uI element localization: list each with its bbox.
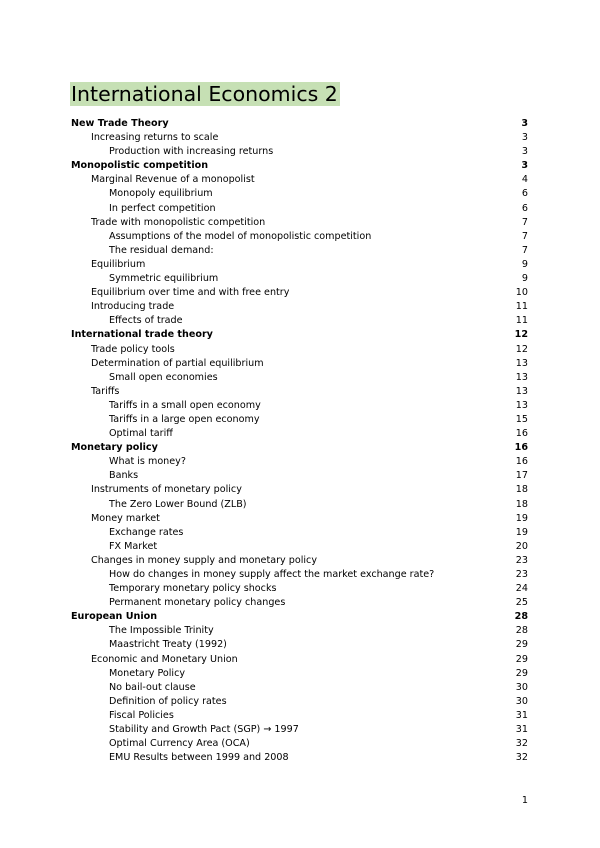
- toc-entry-level-3[interactable]: [71, 681, 528, 695]
- toc-entry-level-3[interactable]: [71, 526, 528, 540]
- toc-entry-title[interactable]: Equilibrium over time and with free entry: [91, 287, 290, 299]
- toc-entry-level-3[interactable]: [71, 737, 528, 751]
- toc-entry-level-3[interactable]: [71, 230, 528, 244]
- toc-entry-level-1[interactable]: [71, 610, 528, 624]
- toc-entry-level-3[interactable]: [71, 638, 528, 652]
- toc-entry-page[interactable]: 28: [515, 625, 528, 637]
- toc-entry-page[interactable]: 29: [515, 667, 528, 679]
- toc-entry-title[interactable]: Banks: [109, 470, 139, 482]
- toc-entry-page[interactable]: 31: [515, 724, 528, 736]
- toc-entry-level-1[interactable]: [71, 159, 528, 173]
- toc-entry-level-2[interactable]: [71, 512, 528, 526]
- toc-entry-level-2[interactable]: [71, 385, 528, 399]
- toc-entry-title[interactable]: Tariffs in a small open economy: [109, 399, 261, 411]
- toc-entry-title[interactable]: Money market: [91, 512, 160, 524]
- toc-entry-page[interactable]: 12: [515, 343, 528, 355]
- toc-entry-title[interactable]: International trade theory: [71, 329, 213, 341]
- toc-entry-title[interactable]: The Impossible Trinity: [109, 625, 214, 637]
- toc-entry-level-2[interactable]: [71, 483, 528, 497]
- toc-entry-page[interactable]: 32: [515, 738, 528, 750]
- toc-entry-page[interactable]: 4: [521, 174, 528, 186]
- toc-entry-title[interactable]: Permanent monetary policy changes: [109, 597, 286, 609]
- toc-entry-page[interactable]: 32: [515, 752, 528, 764]
- toc-entry-level-3[interactable]: [71, 187, 528, 201]
- toc-entry-title[interactable]: Changes in money supply and monetary policy: [91, 554, 318, 566]
- toc-entry-title[interactable]: Marginal Revenue of a monopolist: [91, 174, 255, 186]
- toc-entry-title[interactable]: Optimal tariff: [109, 428, 173, 440]
- toc-entry-page[interactable]: 23: [515, 569, 528, 580]
- toc-entry-level-2[interactable]: [71, 653, 528, 667]
- toc-entry-level-3[interactable]: [71, 427, 528, 441]
- toc-entry-page[interactable]: 19: [515, 526, 528, 538]
- toc-entry-title[interactable]: No bail-out clause: [109, 681, 196, 693]
- toc-entry-level-3[interactable]: [71, 371, 528, 385]
- toc-entry-title[interactable]: Small open economies: [109, 371, 218, 383]
- toc-entry-level-3[interactable]: [71, 455, 528, 469]
- toc-entry-title[interactable]: In perfect competition: [109, 202, 216, 214]
- toc-entry-page[interactable]: 6: [521, 188, 528, 200]
- toc-entry-title[interactable]: EMU Results between 1999 and 2008: [109, 752, 289, 764]
- toc-entry-title[interactable]: Temporary monetary policy shocks: [109, 583, 277, 595]
- toc-entry-page[interactable]: 7: [521, 216, 528, 228]
- toc-entry-level-2[interactable]: [71, 300, 528, 314]
- toc-entry-page[interactable]: 25: [515, 597, 528, 609]
- toc-entry-level-3[interactable]: [71, 667, 528, 681]
- toc-entry-level-1[interactable]: [71, 117, 528, 131]
- toc-entry-level-2[interactable]: [71, 258, 528, 272]
- toc-entry-level-3[interactable]: [71, 709, 528, 723]
- toc-entry-page[interactable]: 9: [521, 273, 528, 285]
- toc-entry-page[interactable]: 13: [515, 357, 528, 369]
- toc-entry-level-2[interactable]: [71, 173, 528, 187]
- toc-entry-page[interactable]: 6: [521, 202, 528, 214]
- toc-entry-page[interactable]: 13: [515, 399, 528, 411]
- toc-entry-level-3[interactable]: [71, 272, 528, 286]
- toc-entry-title[interactable]: Tariffs in a large open economy: [109, 413, 260, 425]
- toc-entry-title[interactable]: Trade policy tools: [91, 343, 175, 355]
- toc-entry-title[interactable]: The residual demand:: [109, 244, 214, 256]
- toc-entry-title[interactable]: Tariffs: [91, 385, 120, 397]
- toc-entry-page[interactable]: 24: [515, 583, 528, 595]
- toc-entry-title[interactable]: Optimal Currency Area (OCA): [109, 738, 250, 750]
- toc-entry-title[interactable]: Production with increasing returns: [109, 146, 274, 158]
- toc-entry-level-3[interactable]: [71, 498, 528, 512]
- toc-entry-level-3[interactable]: [71, 540, 528, 554]
- toc-entry-title[interactable]: Monetary policy: [71, 442, 158, 454]
- toc-entry-title[interactable]: European Union: [71, 611, 158, 623]
- toc-entry-page[interactable]: 18: [515, 498, 528, 510]
- toc-entry-level-2[interactable]: [71, 554, 528, 568]
- toc-entry-title[interactable]: Stability and Growth Pact (SGP) → 1997: [109, 724, 299, 736]
- toc-entry-title[interactable]: Monetary Policy: [109, 667, 186, 679]
- toc-entry-level-2[interactable]: [71, 286, 528, 300]
- toc-entry-title[interactable]: Exchange rates: [109, 526, 184, 538]
- toc-entry-level-3[interactable]: [71, 723, 528, 737]
- toc-entry-page[interactable]: 23: [515, 554, 528, 566]
- toc-entry-level-1[interactable]: [71, 328, 528, 342]
- toc-entry-title[interactable]: Economic and Monetary Union: [91, 653, 238, 665]
- toc-entry-title[interactable]: New Trade Theory: [71, 118, 169, 129]
- toc-entry-title[interactable]: Monopoly equilibrium: [109, 188, 213, 200]
- toc-entry-level-2[interactable]: [71, 343, 528, 357]
- toc-entry-title[interactable]: Maastricht Treaty (1992): [109, 639, 227, 651]
- toc-entry-level-3[interactable]: [71, 624, 528, 638]
- document-title: [70, 82, 340, 106]
- toc-entry-title[interactable]: Equilibrium: [91, 258, 146, 270]
- toc-entry-page[interactable]: 17: [515, 470, 528, 482]
- toc-entry-page[interactable]: 13: [515, 385, 528, 397]
- toc-entry-level-3[interactable]: [71, 145, 528, 159]
- toc-entry-level-3[interactable]: [71, 413, 528, 427]
- toc-entry-page[interactable]: 3: [521, 132, 528, 144]
- toc-entry-level-3[interactable]: [71, 399, 528, 413]
- toc-entry-page[interactable]: 11: [515, 315, 528, 327]
- toc-entry-title[interactable]: Introducing trade: [91, 301, 175, 313]
- toc-entry-title[interactable]: Monopolistic competition: [71, 160, 209, 172]
- toc-entry-title[interactable]: Definition of policy rates: [109, 695, 227, 707]
- toc-entry-page[interactable]: 11: [515, 301, 528, 313]
- toc-entry-page[interactable]: 29: [515, 653, 528, 665]
- toc-entry-page[interactable]: 30: [515, 695, 528, 707]
- toc-entry-page[interactable]: 3: [521, 118, 528, 129]
- toc-entry-page[interactable]: 29: [515, 639, 528, 651]
- document-title-text: International Economics 2: [71, 82, 338, 106]
- toc-entry-page[interactable]: 15: [515, 413, 528, 425]
- toc-entry-level-1[interactable]: [71, 441, 528, 455]
- toc-entry-page[interactable]: 9: [521, 258, 528, 270]
- toc-entry-page[interactable]: 28: [514, 611, 528, 623]
- toc-entry-page[interactable]: 16: [514, 442, 528, 454]
- toc-entry-level-3[interactable]: [71, 596, 528, 610]
- toc-entry-title[interactable]: Fiscal Policies: [109, 709, 174, 721]
- toc-entry-level-3[interactable]: [71, 314, 528, 328]
- toc-entry-title[interactable]: The Zero Lower Bound (ZLB): [109, 498, 247, 510]
- toc-entry-page[interactable]: 19: [515, 512, 528, 524]
- toc-entry-page[interactable]: 13: [515, 371, 528, 383]
- toc-entry-level-3[interactable]: [71, 568, 528, 582]
- toc-entry-title[interactable]: Effects of trade: [109, 315, 183, 327]
- toc-entry-page[interactable]: 31: [515, 709, 528, 721]
- toc-entry-title[interactable]: Symmetric equilibrium: [109, 273, 219, 285]
- toc-entry-page[interactable]: 12: [514, 329, 528, 341]
- toc-entry-page[interactable]: 18: [515, 484, 528, 496]
- table-of-contents: [71, 117, 528, 765]
- toc-entry-title[interactable]: What is money?: [109, 456, 186, 468]
- toc-entry-title[interactable]: How do changes in money supply affect the market exchange rate?: [109, 569, 435, 580]
- toc-entry-page[interactable]: 16: [515, 456, 528, 468]
- toc-entry-page[interactable]: 7: [521, 230, 528, 242]
- toc-entry-level-3[interactable]: [71, 244, 528, 258]
- toc-entry-page[interactable]: 20: [515, 540, 528, 552]
- page-number: 1: [521, 795, 528, 806]
- toc-entry-page[interactable]: 3: [521, 146, 528, 158]
- toc-entry-level-2[interactable]: [71, 357, 528, 371]
- toc-entry-title[interactable]: Trade with monopolistic competition: [91, 216, 266, 228]
- toc-entry-page[interactable]: 30: [515, 681, 528, 693]
- toc-entry-level-2[interactable]: [71, 131, 528, 145]
- toc-entry-title[interactable]: FX Market: [109, 540, 158, 552]
- toc-entry-level-3[interactable]: [71, 202, 528, 216]
- toc-entry-page[interactable]: 16: [515, 428, 528, 440]
- toc-entry-title[interactable]: Instruments of monetary policy: [91, 484, 242, 496]
- toc-entry-page[interactable]: 10: [515, 287, 528, 299]
- toc-entry-level-3[interactable]: [71, 751, 528, 765]
- toc-entry-title[interactable]: Increasing returns to scale: [91, 132, 219, 144]
- toc-entry-level-2[interactable]: [71, 216, 528, 230]
- toc-entry-page[interactable]: 7: [521, 244, 528, 256]
- toc-entry-title[interactable]: Determination of partial equilibrium: [91, 357, 264, 369]
- toc-entry-level-3[interactable]: [71, 469, 528, 483]
- toc-entry-title[interactable]: Assumptions of the model of monopolistic competition: [109, 230, 372, 242]
- toc-entry-page[interactable]: 3: [521, 160, 528, 172]
- toc-entry-level-3[interactable]: [71, 582, 528, 596]
- toc-entry-level-3[interactable]: [71, 695, 528, 709]
